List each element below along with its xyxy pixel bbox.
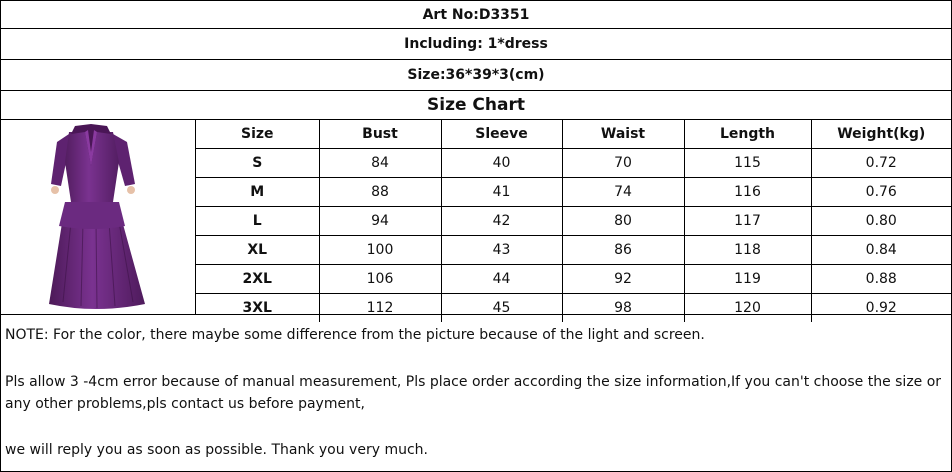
product-image-cell <box>1 120 196 314</box>
length-cell: 117 <box>684 207 811 236</box>
weight-cell: 0.88 <box>811 265 951 294</box>
header-waist: Waist <box>562 120 684 149</box>
purple-dress-icon <box>41 122 151 312</box>
size-cell: L <box>196 207 319 236</box>
art-number: Art No:D3351 <box>1 1 951 29</box>
bust-cell: 106 <box>319 265 441 294</box>
size-cell: S <box>196 149 319 178</box>
bust-cell: 94 <box>319 207 441 236</box>
weight-cell: 0.80 <box>811 207 951 236</box>
sleeve-cell: 42 <box>441 207 562 236</box>
header-sleeve: Sleeve <box>441 120 562 149</box>
bust-cell: 112 <box>319 294 441 323</box>
length-cell: 115 <box>684 149 811 178</box>
table-row <box>196 149 951 178</box>
size-table <box>196 120 951 322</box>
length-cell: 120 <box>684 294 811 323</box>
weight-cell: 0.92 <box>865 300 897 316</box>
size-cell: 3XL <box>196 294 319 323</box>
waist-cell: 74 <box>562 178 684 207</box>
waist-cell: 70 <box>562 149 684 178</box>
table-header-row <box>196 120 951 149</box>
size-chart <box>1 120 951 315</box>
bust-cell: 100 <box>319 236 441 265</box>
size-cell: XL <box>196 236 319 265</box>
chart-title: Size Chart <box>1 91 951 120</box>
length-cell: 119 <box>684 265 811 294</box>
header-bust: Bust <box>319 120 441 149</box>
bust-cell: 84 <box>319 149 441 178</box>
length-cell: 116 <box>684 178 811 207</box>
header-weight: Weight(kg) <box>811 120 951 149</box>
header-length: Length <box>684 120 811 149</box>
sleeve-cell: 41 <box>441 178 562 207</box>
color-note: NOTE: For the color, there maybe some difference from the picture because of the light and screen. <box>5 327 705 343</box>
sleeve-cell: 44 <box>441 265 562 294</box>
waist-cell: 98 <box>562 294 684 323</box>
weight-cell: 0.72 <box>811 149 951 178</box>
measurement-note: Pls allow 3 -4cm error because of manual measurement, Pls place order according the size information,If you can't choose the size or any other problems,pls contact us before payment, <box>5 374 942 412</box>
waist-cell: 80 <box>562 207 684 236</box>
table-row <box>196 294 951 323</box>
header-size: Size <box>196 120 319 149</box>
weight-cell: 0.84 <box>811 236 951 265</box>
table-row <box>196 265 951 294</box>
size-cell: M <box>196 178 319 207</box>
waist-cell: 86 <box>562 236 684 265</box>
including-line: Including: 1*dress <box>1 29 951 60</box>
sleeve-cell: 40 <box>441 149 562 178</box>
table-row <box>196 207 951 236</box>
sleeve-cell: 43 <box>441 236 562 265</box>
table-row <box>196 178 951 207</box>
package-size-line: Size:36*39*3(cm) <box>1 60 951 91</box>
bust-cell: 88 <box>319 178 441 207</box>
sleeve-cell: 45 <box>441 294 562 323</box>
length-cell: 118 <box>684 236 811 265</box>
size-cell: 2XL <box>196 265 319 294</box>
weight-cell: 0.76 <box>811 178 951 207</box>
table-row <box>196 236 951 265</box>
reply-note: we will reply you as soon as possible. Thank you very much. <box>5 442 428 458</box>
waist-cell: 92 <box>562 265 684 294</box>
